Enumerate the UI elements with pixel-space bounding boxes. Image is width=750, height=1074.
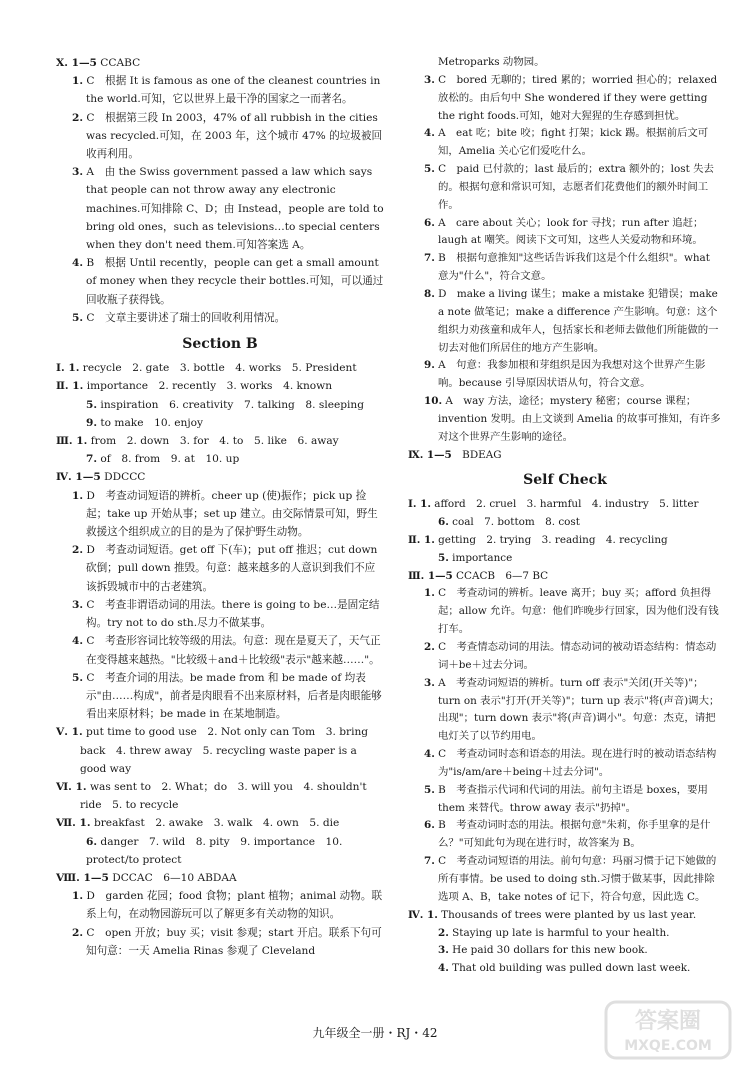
answer-line: 9. to make 10. enjoy [86,416,204,429]
answer-explanation: 1. D 考查动词短语的辨析。cheer up (使)振作；pick up 捡起；take up 开始从事；set up 建立。由交际情景可知，野生救援这个组织成立的目的是为了保护野生动物。 [72,489,378,539]
answer-line: Metroparks 动物园。 [438,56,545,68]
exercise-line: Ⅱ. 1. importance 2. recently 3. works 4. known [56,380,333,393]
right-column [408,54,722,978]
answer-explanation: 1. D garden 花园；food 食物；plant 植物；animal 动物。联系上句，在动物园游玩可以了解更多有关动物的知识。 [72,890,383,921]
answer-line: 5. importance [438,551,513,564]
answer-explanation: 5. C 文章主要讲述了瑞士的回收利用情况。 [72,311,286,324]
exercise-line: Ⅱ. 1. getting 2. trying 3. reading 4. recycling [408,533,668,546]
svg-text:MXQE.COM: MXQE.COM [624,1038,712,1054]
answer-explanation: 10. A way 方法，途径；mystery 秘密；course 课程；invention 发明。由上文谈到 Amelia 的故事可推知，有许多对这个世界产生影响的途径。 [424,395,721,443]
answer-line: 5. inspiration 6. creativity 7. talking 8. sleeping [86,398,365,411]
answer-explanation: 7. B 根据句意推知"这些话告诉我们这是个什么组织"。what 意为"什么"，符合文意。 [424,252,710,283]
answer-explanation: 7. C 考查动词短语的用法。前句句意：玛丽习惯于记下她做的所有事情。be used to doing sth.习惯于做某事，因此排除选项 A、B，take notes of 记下，符合句意，因此选 C。 [424,855,717,903]
answer-explanation: 5. C 考查介词的用法。be made from 和 be made of 均表示"由……构成"，前者是肉眼看不出来原材料，后者是肉眼能够看出来原材料；be made in 在某地制造。 [72,671,382,721]
exercise-line: Ⅳ. 1. Thousands of trees were planted by us last year. [408,908,697,921]
exercise-line: Ⅵ. 1. was sent to 2. What；do 3. will you 4. shouldn't ride 5. to recycle [56,780,367,812]
answer-line: 6. coal 7. bottom 8. cost [438,516,580,529]
answer-explanation: 4. B 根据 Until recently，people can get a small amount of money when they recycle their bottles.可知，可以通过回收瓶子获得钱。 [72,257,384,306]
exercise-line: Ⅲ. 1. from 2. down 3. for 4. to 5. like 6. away [56,435,339,448]
answer-explanation: 4. C 考查形容词比较等级的用法。句意：现在是夏天了，天气正在变得越来越热。"比较级＋and＋比较级"表示"越来越……"。 [72,635,381,666]
exercise-line: Ⅰ. 1. afford 2. cruel 3. harmful 4. industry 5. litter [408,498,699,511]
answer-explanation: 3. C 考查非谓语动词的用法。there is going to be…是固定结构。try not to do sth.尽力不做某事。 [72,598,380,630]
left-column [56,54,384,960]
exercise-line: Ⅲ. 1—5 CCACB 6—7 BC [408,569,549,582]
answer-line: 3. He paid 30 dollars for this new book. [438,944,648,957]
page-footer: 九年级全一册・RJ・42 [312,1026,438,1040]
answer-line: 6. danger 7. wild 8. pity 9. importance 10. protect/to protect [86,835,343,866]
answer-explanation: 2. C 考查情态动词的用法。情态动词的被动语态结构：情态动词＋be＋过去分词。 [424,641,717,671]
exercise-line: Ⅳ. 1—5 DDCCC [56,471,146,484]
answer-explanation: 4. A eat 吃；bite 咬；fight 打架；kick 踢。根据前后文可知，Amelia 关心它们爱吃什么。 [424,127,709,158]
answer-line: 7. of 8. from 9. at 10. up [86,453,240,466]
answer-explanation: 2. C 根据第三段 In 2003，47% of all rubbish in the cities was recycled.可知，在 2003 年，这个城市 47% 的垃圾被回收再利用。 [72,111,383,161]
answer-explanation: 5. B 考查指示代词和代词的用法。前句主语是 boxes，要用 them 来替代。throw away 表示"扔掉"。 [424,783,708,814]
svg-text:答案圈: 答案圈 [634,1009,702,1034]
answer-explanation: 1. C 考查动词的辨析。leave 离开；buy 买；afford 负担得起；allow 允许。句意：他们昨晚步行回家，因为他们没有钱打车。 [424,587,719,636]
exercise-line: Ⅰ. 1. recycle 2. gate 3. bottle 4. works 5. President [56,362,357,375]
exercise-line: Ⅹ. 1—5 CCABC [56,57,141,69]
answer-explanation: 5. C paid 已付款的；last 最后的；extra 额外的；lost 失去的。根据句意和常识可知，志愿者们花费他们的额外时间工作。 [424,163,714,211]
watermark-logo [604,1000,732,1060]
answer-explanation: 2. C open 开放；buy 买；visit 参观；start 开启。联系下句可知句意：一天 Amelia Rinas 参观了 Cleveland [72,926,382,957]
section-heading: Self Check [523,472,607,489]
answer-explanation: 3. C bored 无聊的；tired 累的；worried 担心的；relaxed 放松的。由后句中 She wondered if they were getting the right foods.可知，她对大猩猩的生存感到担忧。 [424,73,718,122]
answer-line: 2. Staying up late is harmful to your health. [438,926,670,939]
answer-explanation: 1. C 根据 It is famous as one of the cleanest countries in the world.可知，它以世界上最干净的国家之一而著名。 [72,75,381,106]
exercise-line: Ⅶ. 1. breakfast 2. awake 3. walk 4. own 5. die [56,817,340,830]
exercise-line: Ⅸ. 1—5 BDEAG [408,448,502,461]
exercise-line: Ⅴ. 1. put time to good use 2. Not only can Tom 3. bring back 4. threw away 5. recycling waste paper is a good way [56,726,369,775]
answer-explanation: 3. A 由 the Swiss government passed a law which says that people can not throw away any electronic machines.可知排除 C、D；由 Instead，people are told to bring old ones，such as televisions…to special centers when they don't need them.可知答案选 A。 [72,166,384,252]
answer-explanation: 6. A care about 关心；look for 寻找；run after 追赶；laugh at 嘲笑。阅读下文可知，这些人关爱动物和环境。 [424,216,704,247]
answer-explanation: 2. D 考查动词短语。get off 下(车)；put off 推迟；cut down 砍倒；pull down 推毁。句意：越来越多的人意识到我们不应该拆毁城市中的古老建筑。 [72,544,378,593]
answer-explanation: 4. C 考查动词时态和语态的用法。现在进行时的被动语态结构为"is/am/are＋being＋过去分词"。 [424,748,717,778]
answer-explanation: 9. A 句意：我参加根和芽组织是因为我想对这个世界产生影响。because 引导原因状语从句，符合文意。 [424,359,706,390]
answer-explanation: 8. D make a living 谋生；make a mistake 犯错误；make a note 做笔记；make a difference 产生影响。句意：这个组织力劝孩童和成年人，包括家长和老师去做他们所能做的一切去对他们所居住的地方产生影响。 [424,287,719,354]
answer-explanation: 6. B 考查动词时态的用法。根据句意"朱莉，你手里拿的是什么？"可知此句为现在进行时，故答案为 B。 [424,819,711,850]
answer-line: 4. That old building was pulled down last week. [438,962,691,975]
answer-explanation: 3. A 考查动词短语的辨析。turn off 表示"关闭(开关等)"；turn on 表示"打开(开关等)"；turn up 表示"将(声音)调大；出现"；turn down 表示"将(声音)调小"。句意：杰克，请把电灯关了以节约用电。 [424,676,720,743]
exercise-line: Ⅷ. 1—5 DCCAC 6—10 ABDAA [56,871,237,884]
section-heading: Section B [182,336,258,353]
